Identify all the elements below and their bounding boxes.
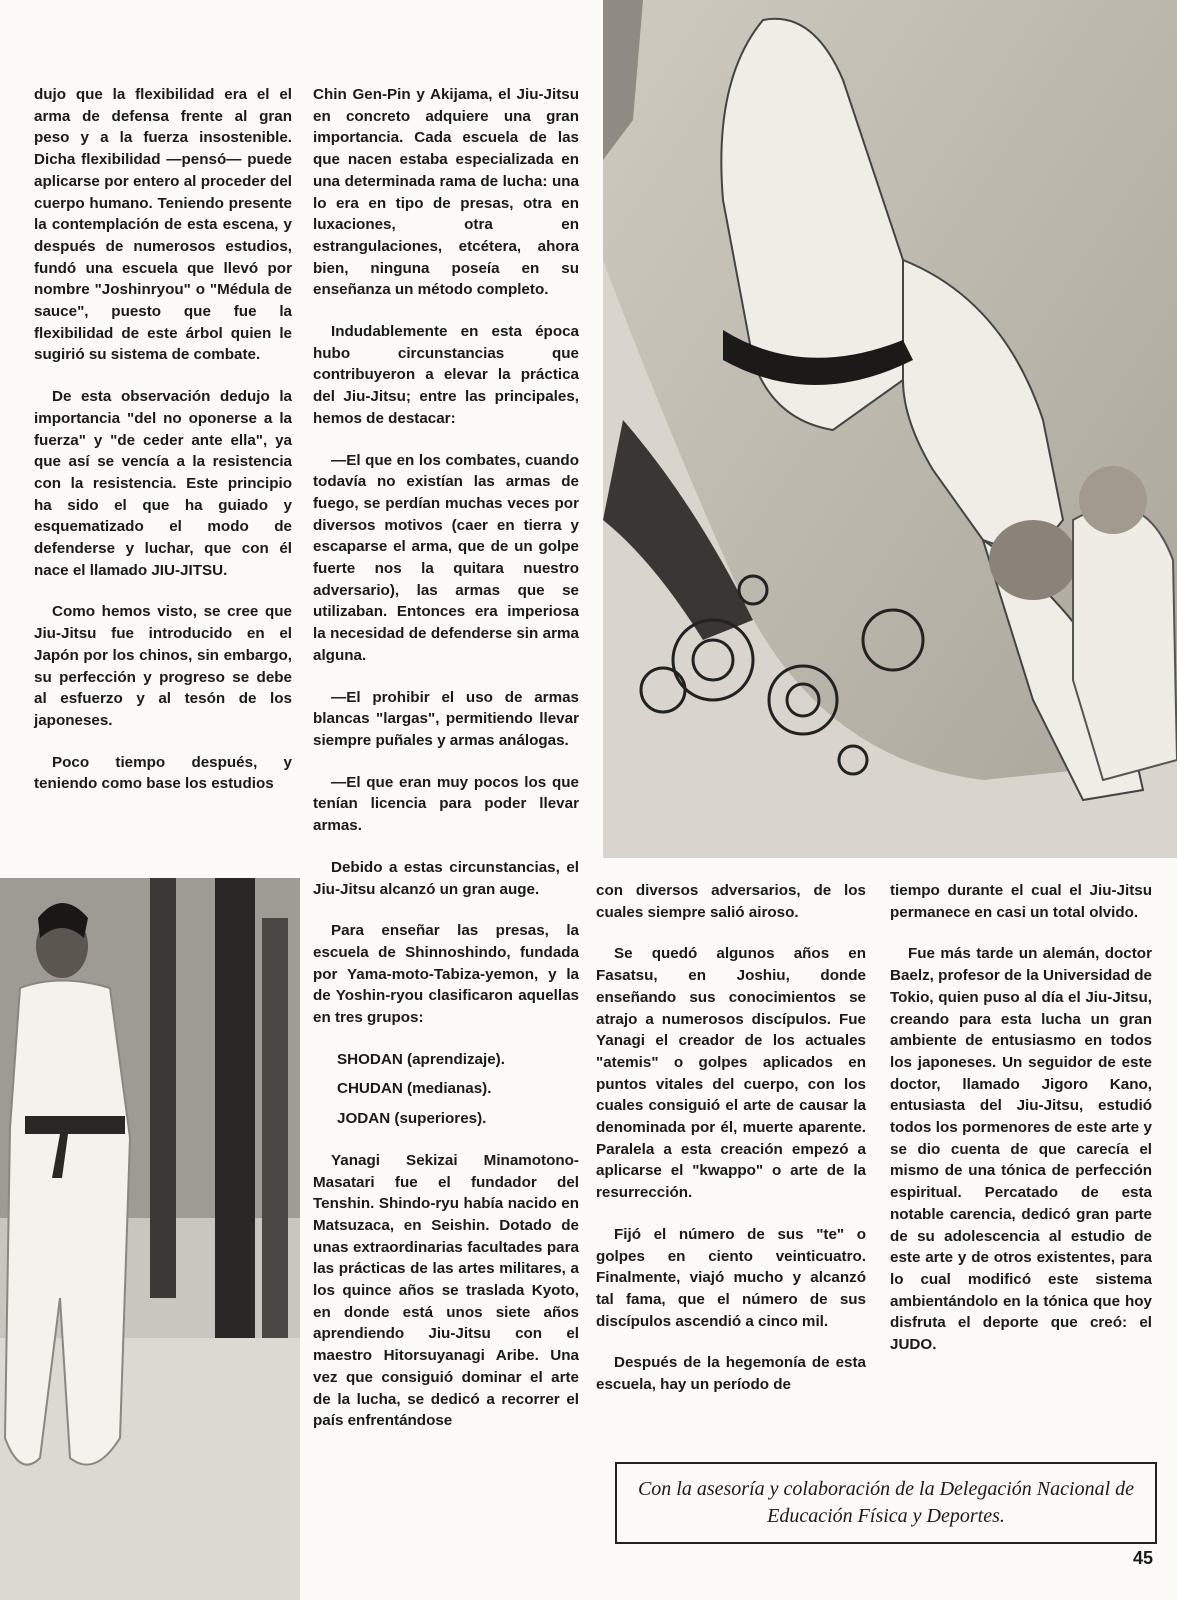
paragraph: con diversos adversarios, de los cuales siempre salió airoso. bbox=[596, 882, 866, 921]
paragraph: Se quedó algunos años en Fasatsu, en Joshiu, donde enseñando sus conocimientos se atrajo a numerosos discípulos. Fue Yanagi el creador de los actuales "atemis" o golpes aplicados en puntos vitales del cuerpo, con los cuales consiguió el arte de causar la denominada por él, muerte aparente. Paralela a esta creación empezó a aplicarse el "kwappo" o arte de la resurrección. bbox=[596, 945, 866, 1202]
list-item: JODAN (superiores). bbox=[337, 1110, 487, 1128]
judo-throw-illustration bbox=[603, 0, 1177, 858]
paragraph: —El que eran muy pocos los que tenían licencia para poder llevar armas. bbox=[313, 773, 579, 835]
judo-throw-photo bbox=[603, 0, 1177, 858]
paragraph: Poco tiempo después, y teniendo como base los estudios bbox=[34, 753, 292, 793]
credit-box: Con la asesoría y colaboración de la Delegación Nacional de Educación Física y Deportes. bbox=[615, 1462, 1157, 1544]
paragraph: Chin Gen-Pin y Akijama, el Jiu-Jitsu en concreto adquiere una gran importancia. Cada escuela de las que nacen estaba especializada en una determinada rama de lucha: una lo era en tipo de presas, otra en luxaciones, otra en estrangulaciones, etcétera, ahora bien, ninguna poseía en su enseñanza un método completo. bbox=[313, 86, 579, 299]
text-column-1 bbox=[34, 84, 292, 815]
paragraph: Fijó el número de sus "te" o golpes en ciento veinticuatro. Finalmente, viajó mucho y alcanzó tal fama, que el número de sus discípulos ascendió a cinco mil. bbox=[596, 1225, 866, 1330]
paragraph: Fue más tarde un alemán, doctor Baelz, profesor de la Universidad de Tokio, quien puso al día el Jiu-Jitsu, creando para esta lucha un gran ambiente de entusiasmo en todos los japoneses. Un seguidor de este doctor, llamado Jigoro Kano, entusiasta del Jiu-Jitsu, estudió todos los pormenores de este arte y se dio cuenta de que carecía el mismo de una tónica de perfección espiritual. Percatado de esta notable carencia, dedicó gran parte de su adolescencia al estudio de este arte y de otros existentes, para lo cual modificó este sistema ambientándolo en la tónica que hoy disfruta el deporte que creó: el JUDO. bbox=[890, 945, 1152, 1354]
judoka-standing-photo bbox=[0, 878, 300, 1600]
text-column-3 bbox=[596, 880, 866, 1416]
paragraph: Yanagi Sekizai Minamotono-Masatari fue el fundador del Tenshin. Shindo-ryu había nacido en Matsuzaca, en Seishin. Dotado de unas extraordinarias facultades para las prácticas de las artes militares, a los quince años se traslada Kyoto, en donde está unos siete años aprendiendo Jiu-Jitsu con el maestro Hitorsuyanagi Aribe. Una vez que consiguió dominar el arte de la lucha, se dedicó a recorrer el país enfrentándose bbox=[313, 1151, 579, 1430]
paragraph: De esta observación dedujo la importancia "del no oponerse a la fuerza" y "de ceder ante ella", ya que así se vencía a la resistencia con la resistencia. Este principio ha sido el que ha guiado y esquematizado el modo de defenderse y luchar, que con él nace el llamado JIU-JITSU. bbox=[34, 388, 292, 579]
paragraph: Para enseñar las presas, la escuela de Shinnoshindo, fundada por Yama-moto-Tabiza-yemon, y la de Yoshin-ryou clasificaron aquellas en tres grupos: bbox=[313, 922, 579, 1027]
paragraph: tiempo durante el cual el Jiu-Jitsu permanece en casi un total olvido. bbox=[890, 882, 1152, 921]
list-item: SHODAN (aprendizaje). bbox=[337, 1050, 505, 1068]
paragraph: Como hemos visto, se cree que Jiu-Jitsu fue introducido en el Japón por los chinos, sin embargo, su perfección y progreso se debe al esfuerzo y al tesón de los japoneses. bbox=[34, 603, 292, 729]
paragraph: dujo que la flexibilidad era el el arma de defensa frente al gran peso y a la fuerza insostenible. Dicha flexibilidad —pensó— puede aplicarse por entero al proceder del cuerpo humano. Teniendo presente la contemplación de esta escena, y después de numerosos estudios, fundó una escuela que llevó por nombre "Joshinryou" o "Médula de sauce", puesto que fue la flexibilidad de este árbol quien le sugirió su sistema de combate. bbox=[34, 86, 292, 364]
text-column-2 bbox=[313, 84, 579, 1452]
paragraph: —El prohibir el uso de armas blancas "largas", permitiendo llevar siempre puñales y armas análogas. bbox=[313, 688, 579, 749]
judoka-illustration bbox=[0, 878, 300, 1600]
paragraph: —El que en los combates, cuando todavía no existían las armas de fuego, se perdían muchas veces por diversos motivos (caer en tierra y escaparse el arma, que de un golpe fuerte nos la quitara nuestro adversario), las armas que se utilizaban. Entonces era imperiosa la necesidad de defenderse sin arma alguna. bbox=[313, 451, 579, 664]
paragraph: Debido a estas circunstancias, el Jiu-Jitsu alcanzó un gran auge. bbox=[313, 858, 579, 898]
page-number: 45 bbox=[1132, 1548, 1153, 1568]
text-column-4 bbox=[890, 880, 1152, 1376]
paragraph: Indudablemente en esta época hubo circunstancias que contribuyeron a elevar la práctica del Jiu-Jitsu; entre las principales, hemos de destacar: bbox=[313, 323, 579, 427]
list-item: CHUDAN (medianas). bbox=[337, 1080, 492, 1098]
paragraph: Después de la hegemonía de esta escuela, hay un período de bbox=[596, 1354, 866, 1394]
